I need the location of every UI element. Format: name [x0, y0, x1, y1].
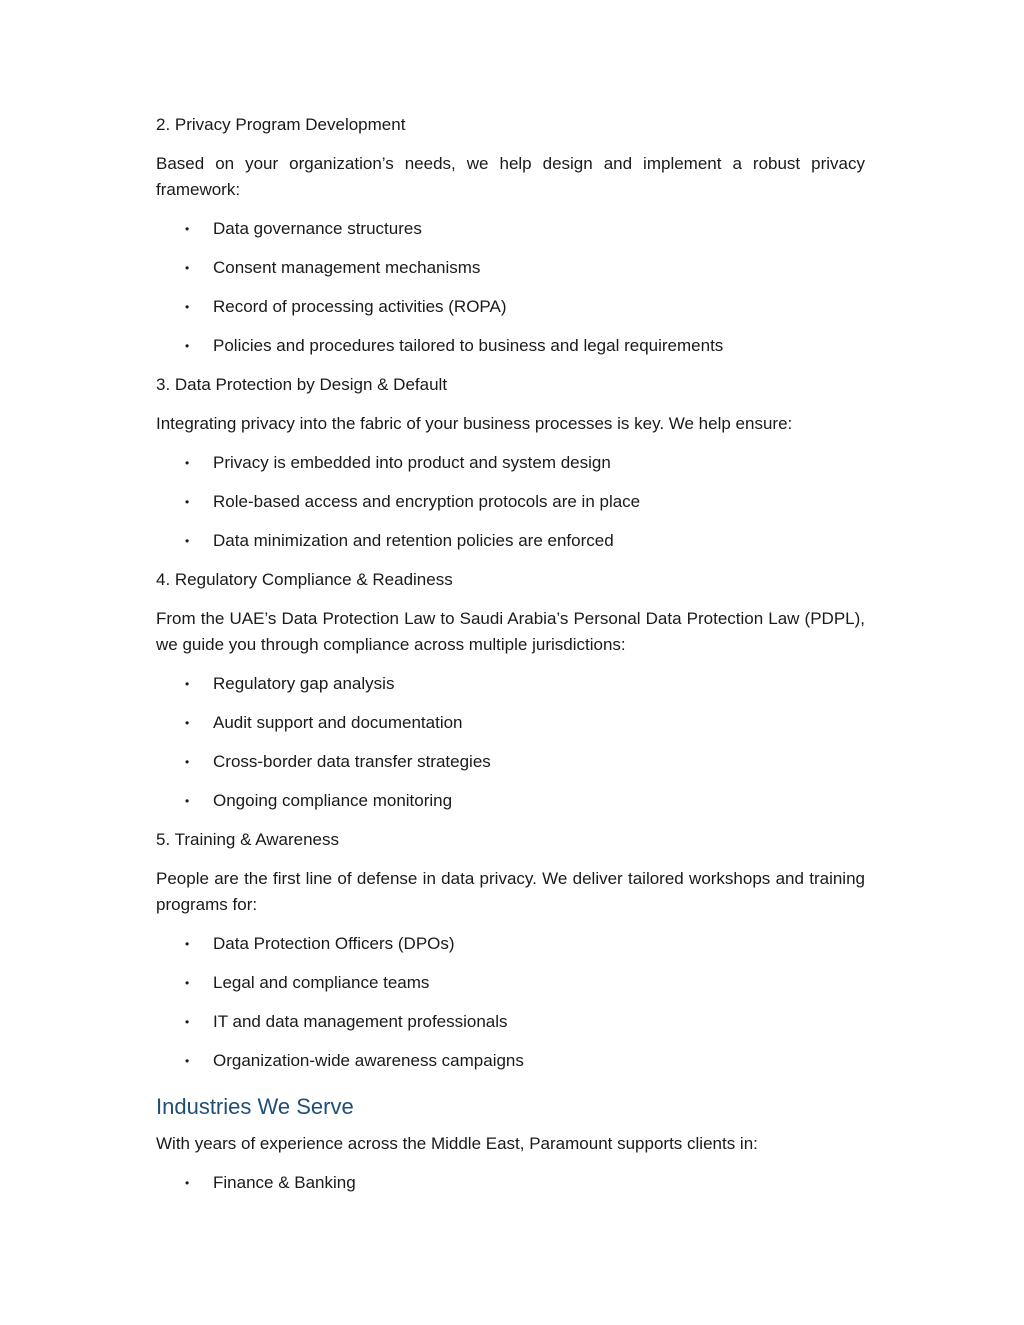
- bullet-icon: •: [185, 937, 190, 951]
- section-intro-privacy-program: Based on your organization’s needs, we help design and implement a robust privacy framework:: [156, 154, 865, 199]
- section-intro-design-default: Integrating privacy into the fabric of your business processes is key. We help ensure:: [156, 414, 793, 433]
- section-intro-training-awareness: People are the first line of defense in data privacy. We deliver tailored workshops and training programs for:: [156, 869, 865, 914]
- section-title-training-awareness: 5. Training & Awareness: [156, 830, 340, 849]
- list-item-text: Cross-border data transfer strategies: [213, 752, 491, 771]
- list-item-text: Organization-wide awareness campaigns: [213, 1051, 524, 1070]
- bullet-list-regulatory-compliance: [156, 671, 865, 814]
- list-item-text: Legal and compliance teams: [213, 973, 430, 992]
- list-item: [156, 931, 865, 957]
- bullet-icon: •: [185, 261, 190, 275]
- bullet-icon: •: [185, 1015, 190, 1029]
- section-title-design-default: 3. Data Protection by Design & Default: [156, 375, 448, 394]
- industries-intro: With years of experience across the Middle East, Paramount supports clients in:: [156, 1134, 758, 1153]
- bullet-icon: •: [185, 222, 190, 236]
- section-title-privacy-program: 2. Privacy Program Development: [156, 115, 406, 134]
- list-item-text: IT and data management professionals: [213, 1012, 508, 1031]
- list-item: [156, 970, 865, 996]
- list-item: [156, 749, 865, 775]
- bullet-icon: •: [185, 1176, 190, 1190]
- bullet-icon: •: [185, 1054, 190, 1068]
- list-item-text: Role-based access and encryption protocols are in place: [213, 492, 641, 511]
- bullet-icon: •: [185, 716, 190, 730]
- list-item: [156, 489, 865, 515]
- section-title-regulatory-compliance: 4. Regulatory Compliance & Readiness: [156, 570, 453, 589]
- list-item-text: Data Protection Officers (DPOs): [213, 934, 455, 953]
- list-item-text: Privacy is embedded into product and system design: [213, 453, 611, 472]
- bullet-list-design-default: [156, 450, 865, 554]
- bullet-icon: •: [185, 456, 190, 470]
- list-item-text: Audit support and documentation: [213, 713, 463, 732]
- bullet-icon: •: [185, 534, 190, 548]
- bullet-icon: •: [185, 976, 190, 990]
- list-item-text: Policies and procedures tailored to business and legal requirements: [213, 336, 724, 355]
- document-page: [156, 112, 865, 1209]
- list-item: [156, 294, 865, 320]
- list-item: [156, 1170, 865, 1196]
- list-item: [156, 1009, 865, 1035]
- list-item-text: Regulatory gap analysis: [213, 674, 395, 693]
- list-item: [156, 255, 865, 281]
- list-item-text: Consent management mechanisms: [213, 258, 481, 277]
- list-item: [156, 710, 865, 736]
- list-item: [156, 528, 865, 554]
- list-item-text: Data governance structures: [213, 219, 422, 238]
- bullet-icon: •: [185, 755, 190, 769]
- bullet-list-industries: [156, 1170, 865, 1196]
- list-item-text: Finance & Banking: [213, 1173, 356, 1192]
- section-intro-regulatory-compliance: From the UAE’s Data Protection Law to Saudi Arabia’s Personal Data Protection Law (PDPL), we guide you through compliance across multiple jurisdictions:: [156, 609, 865, 654]
- list-item: [156, 333, 865, 359]
- bullet-list-training-awareness: [156, 931, 865, 1074]
- bullet-icon: •: [185, 339, 190, 353]
- industries-heading: Industries We Serve: [156, 1094, 354, 1119]
- list-item-text: Ongoing compliance monitoring: [213, 791, 453, 810]
- bullet-icon: •: [185, 677, 190, 691]
- bullet-icon: •: [185, 794, 190, 808]
- list-item: [156, 788, 865, 814]
- bullet-icon: •: [185, 495, 190, 509]
- bullet-icon: •: [185, 300, 190, 314]
- list-item: [156, 1048, 865, 1074]
- list-item: [156, 450, 865, 476]
- list-item: [156, 216, 865, 242]
- list-item-text: Data minimization and retention policies are enforced: [213, 531, 614, 550]
- list-item-text: Record of processing activities (ROPA): [213, 297, 507, 316]
- bullet-list-privacy-program: [156, 216, 865, 359]
- list-item: [156, 671, 865, 697]
